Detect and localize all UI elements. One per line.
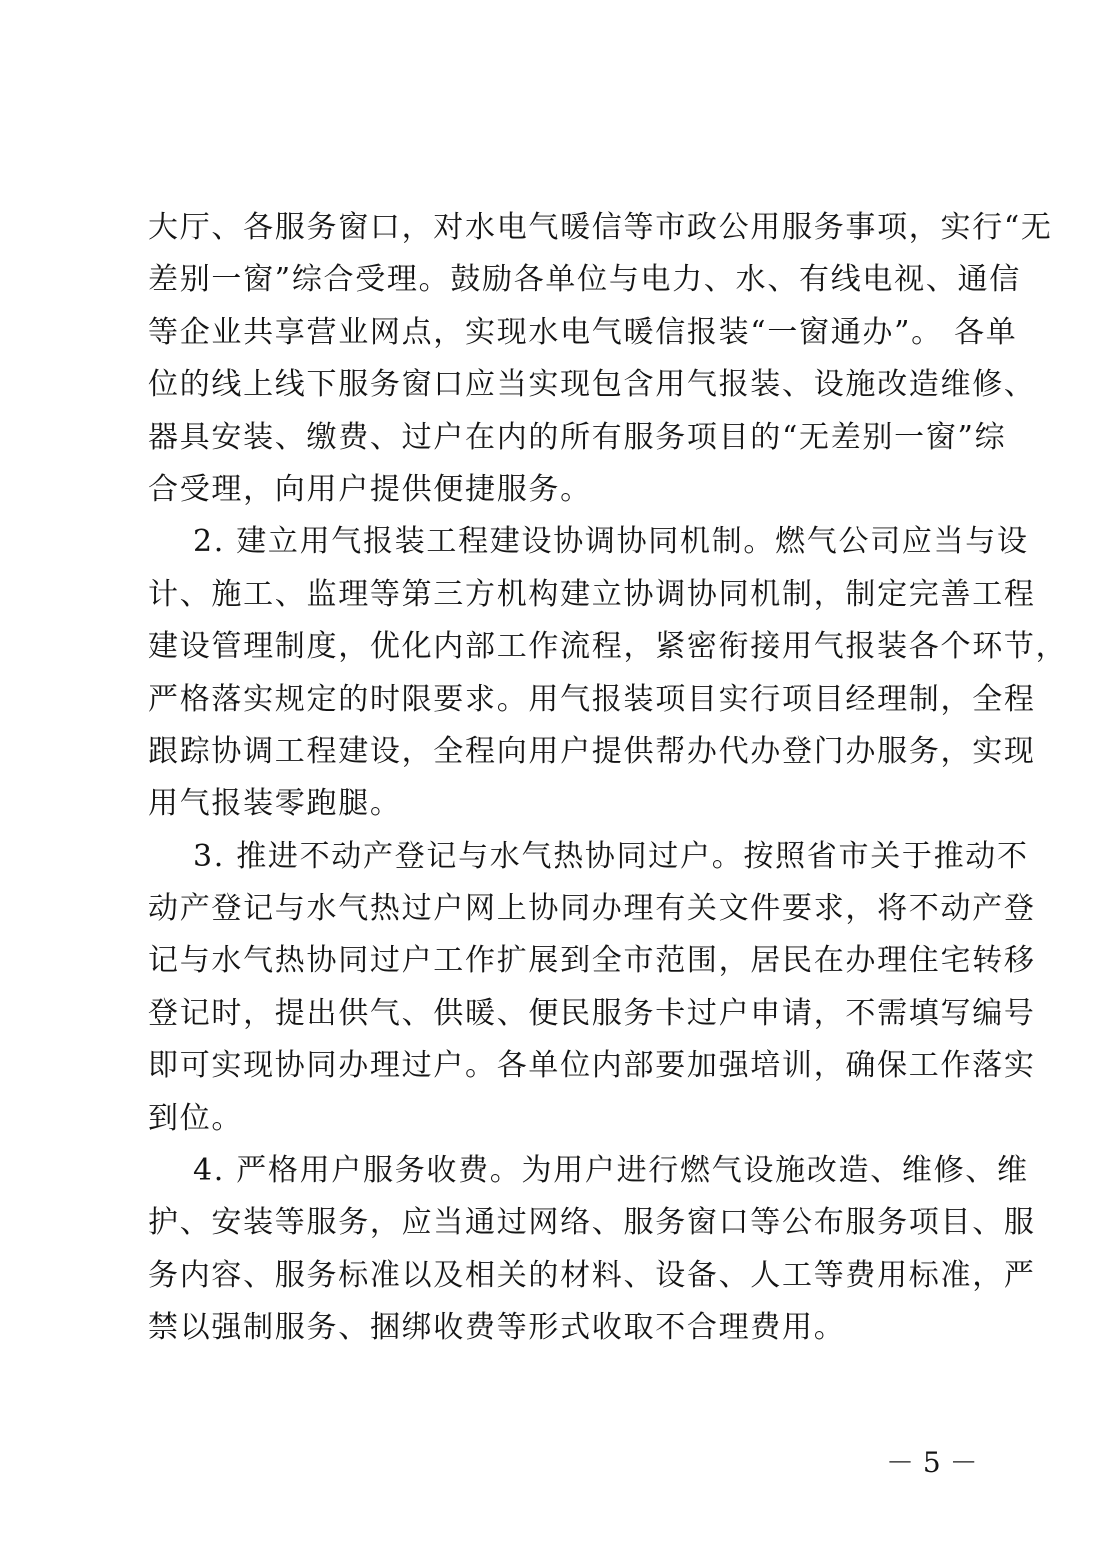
text-line: 4. 严格用户服务收费。为用户进行燃气设施改造、维修、维 [148,1153,1029,1189]
text-line: 登记时，提出供气、供暖、便民服务卡过户申请，不需填写编号 [148,995,1036,1031]
text-line: 用气报装零跑腿。 [148,786,402,822]
text-line: 动产登记与水气热过户网上协同办理有关文件要求，将不动产登 [148,891,1036,927]
paragraph-item-4 [148,1145,1036,1355]
text-line: 差别一窗”综合受理。鼓励各单位与电力、水、有线电视、通信 [148,262,1021,298]
text-line: 位的线上线下服务窗口应当实现包含用气报装、设施改造维修、 [148,367,1036,403]
text-line: 即可实现协同办理过户。各单位内部要加强培训，确保工作落实 [148,1048,1036,1084]
text-line: 务内容、服务标准以及相关的材料、设备、人工等费用标准，严 [148,1257,1036,1293]
paragraph-item-2 [148,516,1068,830]
text-line: 大厅、各服务窗口，对水电气暖信等市政公用服务事项，实行“无 [148,210,1053,245]
text-line: 跟踪协调工程建设，全程向用户提供帮办代办登门办服务，实现 [148,733,1036,769]
paragraph-item-3 [148,831,1036,1145]
page-number: － 5 － [886,1446,978,1479]
text-line: 计、施工、监理等第三方机构建立协调协同机制，制定完善工程 [148,576,1036,612]
text-line: 护、安装等服务，应当通过网络、服务窗口等公布服务项目、服 [148,1205,1036,1241]
text-line: 2. 建立用气报装工程建设协调协同机制。燃气公司应当与设 [148,524,1029,560]
text-line: 禁以强制服务、捆绑收费等形式收取不合理费用。 [148,1310,846,1346]
text-line: 严格落实规定的时限要求。用气报装项目实行项目经理制，全程 [148,681,1036,717]
text-line: 到位。 [148,1100,244,1136]
text-line: 建设管理制度，优化内部工作流程，紧密衔接用气报装各个环节， [148,629,1068,665]
text-line: 3. 推进不动产登记与水气热协同过户。按照省市关于推动不 [148,838,1029,874]
text-line: 等企业共享营业网点，实现水电气暖信报装“一窗通办”。 各单 [148,314,1018,350]
document-body [148,202,1068,1355]
text-line: 器具安装、缴费、过户在内的所有服务项目的“无差别一窗”综 [148,419,1007,455]
text-line: 合受理，向用户提供便捷服务。 [148,471,592,507]
text-line: 记与水气热协同过户工作扩展到全市范围，居民在办理住宅转移 [148,943,1036,979]
paragraph-service-window [148,202,1053,516]
